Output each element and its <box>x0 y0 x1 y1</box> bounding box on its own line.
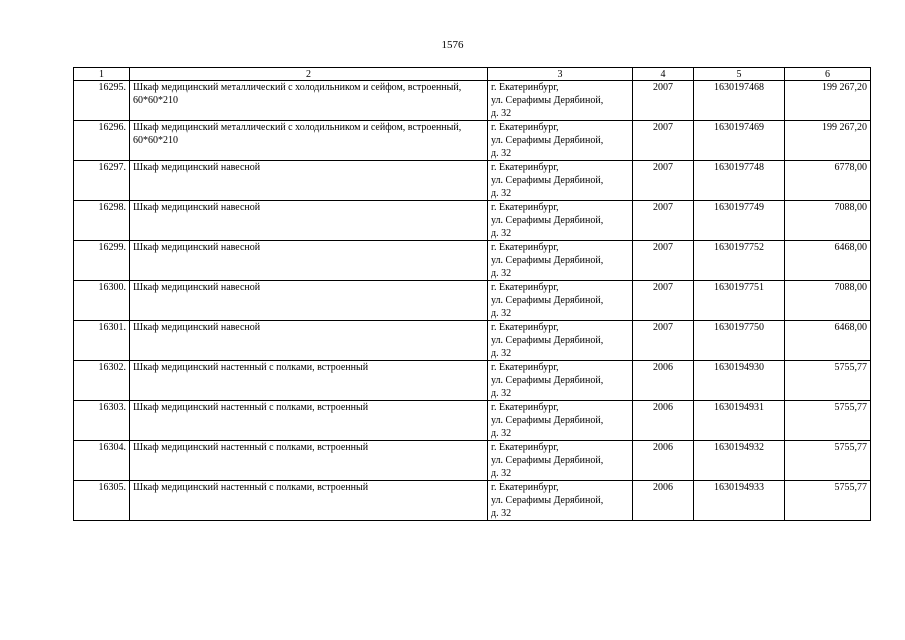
column-number-row <box>74 68 871 81</box>
item-year: 2006 <box>633 441 694 481</box>
inventory-number: 1630197748 <box>694 161 785 201</box>
row-number: 16304. <box>74 441 130 481</box>
item-name: Шкаф медицинский навесной <box>130 161 488 201</box>
table-row <box>74 121 871 161</box>
item-address <box>488 281 633 321</box>
item-name: Шкаф медицинский металлический с холодильником и сейфом, встроенный, 60*60*210 <box>130 121 488 161</box>
table-row <box>74 241 871 281</box>
address-line-2: ул. Серафимы Дерябиной, <box>491 415 604 426</box>
table-row <box>74 321 871 361</box>
row-number: 16303. <box>74 401 130 441</box>
address-line-1: г. Екатеринбург, <box>491 482 559 493</box>
address-line-2: ул. Серафимы Дерябиной, <box>491 175 604 186</box>
address-line-2: ул. Серафимы Дерябиной, <box>491 95 604 106</box>
column-header-6: 6 <box>785 68 871 81</box>
table-row <box>74 401 871 441</box>
inventory-number: 1630194931 <box>694 401 785 441</box>
address-line-3: д. 32 <box>491 348 512 359</box>
item-address <box>488 201 633 241</box>
item-address <box>488 161 633 201</box>
address-line-3: д. 32 <box>491 308 512 319</box>
item-cost: 5755,77 <box>785 361 871 401</box>
address-line-2: ул. Серафимы Дерябиной, <box>491 375 604 386</box>
item-address <box>488 481 633 521</box>
item-name: Шкаф медицинский навесной <box>130 201 488 241</box>
item-cost: 5755,77 <box>785 401 871 441</box>
row-number: 16297. <box>74 161 130 201</box>
item-address <box>488 361 633 401</box>
item-name: Шкаф медицинский металлический с холодильником и сейфом, встроенный, 60*60*210 <box>130 81 488 121</box>
address-line-2: ул. Серафимы Дерябиной, <box>491 215 604 226</box>
item-name: Шкаф медицинский навесной <box>130 241 488 281</box>
item-year: 2007 <box>633 201 694 241</box>
row-number: 16299. <box>74 241 130 281</box>
table-body <box>74 81 871 521</box>
inventory-number: 1630197752 <box>694 241 785 281</box>
item-cost: 6778,00 <box>785 161 871 201</box>
address-line-1: г. Екатеринбург, <box>491 82 559 93</box>
row-number: 16300. <box>74 281 130 321</box>
item-cost: 7088,00 <box>785 201 871 241</box>
row-number: 16302. <box>74 361 130 401</box>
address-line-3: д. 32 <box>491 428 512 439</box>
item-name: Шкаф медицинский настенный с полками, встроенный <box>130 361 488 401</box>
table-row <box>74 281 871 321</box>
item-name: Шкаф медицинский навесной <box>130 281 488 321</box>
item-cost: 6468,00 <box>785 241 871 281</box>
address-line-3: д. 32 <box>491 188 512 199</box>
item-address <box>488 441 633 481</box>
address-line-3: д. 32 <box>491 148 512 159</box>
column-header-3: 3 <box>488 68 633 81</box>
item-name: Шкаф медицинский навесной <box>130 321 488 361</box>
address-line-3: д. 32 <box>491 508 512 519</box>
inventory-number: 1630197469 <box>694 121 785 161</box>
address-line-2: ул. Серафимы Дерябиной, <box>491 135 604 146</box>
address-line-3: д. 32 <box>491 468 512 479</box>
item-cost: 5755,77 <box>785 481 871 521</box>
item-name: Шкаф медицинский настенный с полками, встроенный <box>130 401 488 441</box>
item-cost: 5755,77 <box>785 441 871 481</box>
address-line-1: г. Екатеринбург, <box>491 162 559 173</box>
address-line-1: г. Екатеринбург, <box>491 242 559 253</box>
inventory-number: 1630194933 <box>694 481 785 521</box>
page-number: 1576 <box>441 39 464 51</box>
item-year: 2007 <box>633 121 694 161</box>
address-line-2: ул. Серафимы Дерябиной, <box>491 495 604 506</box>
address-line-3: д. 32 <box>491 268 512 279</box>
address-line-1: г. Екатеринбург, <box>491 282 559 293</box>
column-header-2: 2 <box>130 68 488 81</box>
inventory-number: 1630197750 <box>694 321 785 361</box>
table-row <box>74 441 871 481</box>
row-number: 16305. <box>74 481 130 521</box>
item-cost: 199 267,20 <box>785 121 871 161</box>
item-address <box>488 321 633 361</box>
item-year: 2007 <box>633 161 694 201</box>
table-row <box>74 481 871 521</box>
address-line-1: г. Екатеринбург, <box>491 442 559 453</box>
address-line-3: д. 32 <box>491 108 512 119</box>
table-header <box>74 68 871 81</box>
address-line-1: г. Екатеринбург, <box>491 402 559 413</box>
item-name: Шкаф медицинский настенный с полками, встроенный <box>130 441 488 481</box>
column-header-5: 5 <box>694 68 785 81</box>
inventory-number: 1630197468 <box>694 81 785 121</box>
item-address <box>488 81 633 121</box>
row-number: 16296. <box>74 121 130 161</box>
row-number: 16295. <box>74 81 130 121</box>
item-address <box>488 241 633 281</box>
address-line-3: д. 32 <box>491 228 512 239</box>
item-year: 2007 <box>633 81 694 121</box>
table-row <box>74 81 871 121</box>
inventory-number: 1630197749 <box>694 201 785 241</box>
address-line-2: ул. Серафимы Дерябиной, <box>491 255 604 266</box>
inventory-number: 1630194930 <box>694 361 785 401</box>
table-row <box>74 361 871 401</box>
item-year: 2006 <box>633 481 694 521</box>
property-register-table <box>73 67 871 521</box>
item-address <box>488 401 633 441</box>
inventory-number: 1630197751 <box>694 281 785 321</box>
item-year: 2007 <box>633 281 694 321</box>
table-row <box>74 201 871 241</box>
address-line-2: ул. Серафимы Дерябиной, <box>491 295 604 306</box>
item-cost: 7088,00 <box>785 281 871 321</box>
item-address <box>488 121 633 161</box>
address-line-2: ул. Серафимы Дерябиной, <box>491 455 604 466</box>
inventory-number: 1630194932 <box>694 441 785 481</box>
row-number: 16298. <box>74 201 130 241</box>
item-year: 2007 <box>633 241 694 281</box>
item-name: Шкаф медицинский настенный с полками, встроенный <box>130 481 488 521</box>
row-number: 16301. <box>74 321 130 361</box>
item-year: 2007 <box>633 321 694 361</box>
address-line-1: г. Екатеринбург, <box>491 322 559 333</box>
address-line-2: ул. Серафимы Дерябиной, <box>491 335 604 346</box>
column-header-1: 1 <box>74 68 130 81</box>
item-cost: 199 267,20 <box>785 81 871 121</box>
item-year: 2006 <box>633 361 694 401</box>
column-header-4: 4 <box>633 68 694 81</box>
address-line-3: д. 32 <box>491 388 512 399</box>
item-cost: 6468,00 <box>785 321 871 361</box>
address-line-1: г. Екатеринбург, <box>491 202 559 213</box>
item-year: 2006 <box>633 401 694 441</box>
address-line-1: г. Екатеринбург, <box>491 362 559 373</box>
address-line-1: г. Екатеринбург, <box>491 122 559 133</box>
table-row <box>74 161 871 201</box>
